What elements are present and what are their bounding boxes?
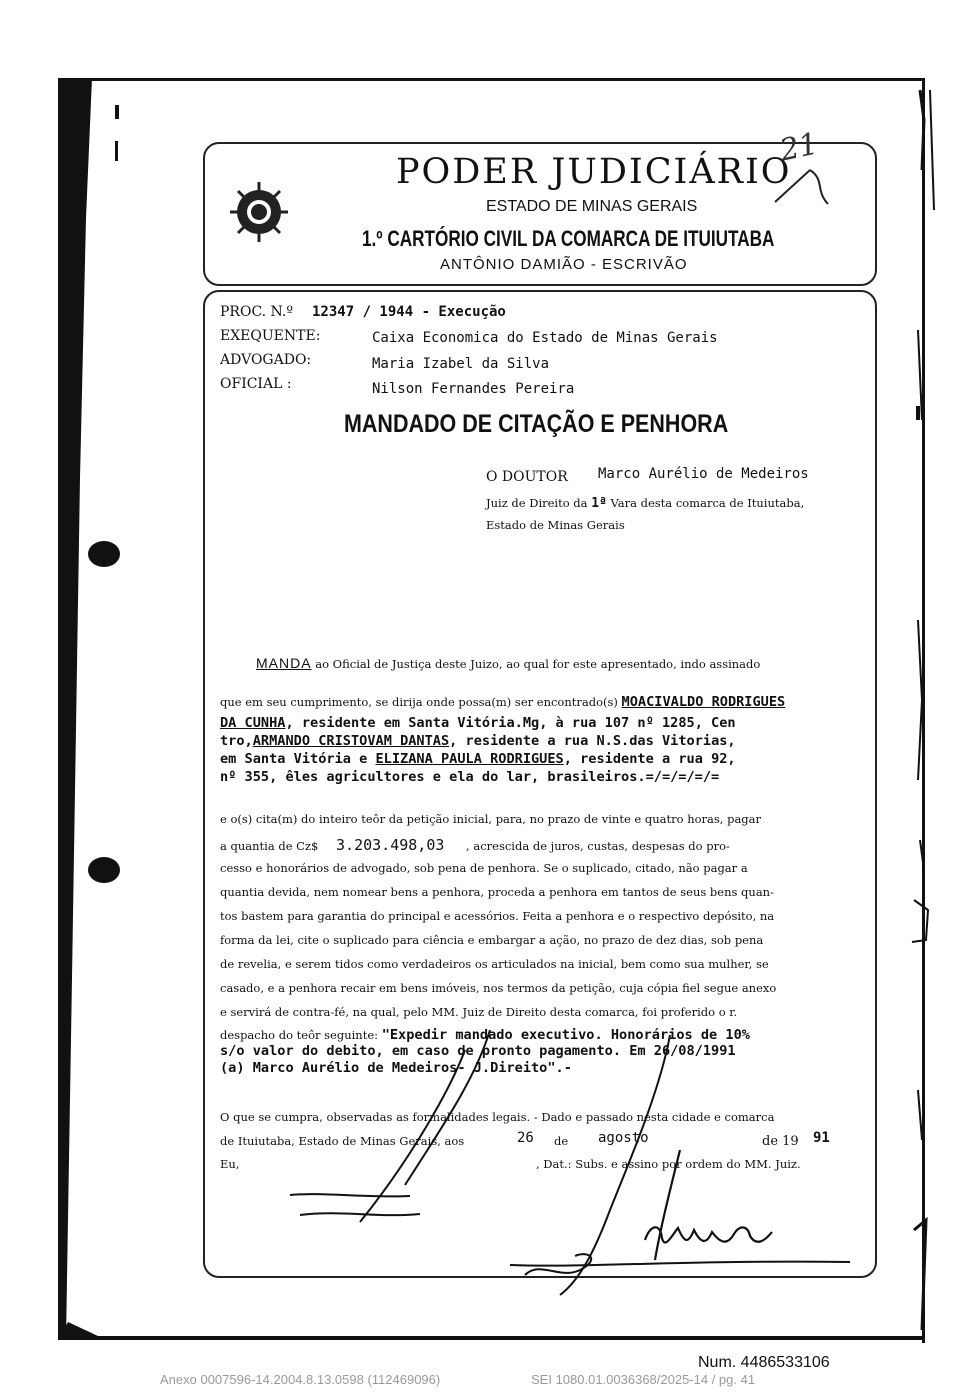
closing-line-2-pre: de Ituiutaba, Estado de Minas Gerais, aos xyxy=(220,1134,465,1148)
despacho-line-2: s/o valor do debito, em caso de pronto pagamento. Em 26/08/1991 xyxy=(220,1043,736,1059)
exequente-label: EXEQUENTE: xyxy=(220,328,321,344)
exequente-value: Caixa Economica do Estado de Minas Gerais xyxy=(372,330,718,346)
date-year: 91 xyxy=(813,1130,830,1146)
typed-line-1 xyxy=(220,715,736,731)
left-scan-shadow xyxy=(58,78,98,1340)
typed-line-1-rest: , residente em Santa Vitória.Mg, à rua 107 nº 1285, Cen xyxy=(285,715,736,731)
closing-line-1: O que se cumpra, observadas as formalidades legais. - Dado e passado nesta cidade e comarca xyxy=(220,1110,775,1124)
bottom-scan-edge xyxy=(58,1318,922,1342)
right-margin-marks xyxy=(900,80,956,1350)
body-line-2-text: que em seu cumprimento, se dirija onde possa(m) ser encontrado(s) xyxy=(220,695,618,709)
defendant-1-name-a: MOACIVALDO RODRIGUES xyxy=(621,694,786,710)
body-p6: forma da lei, cite o suplicado para ciência e embargar a ação, no prazo de dez dias, sob pena xyxy=(220,933,764,947)
body-p2 xyxy=(220,836,730,854)
handwritten-page-number: 21 xyxy=(776,126,822,169)
date-de: de xyxy=(554,1134,569,1148)
punch-mark xyxy=(110,105,124,165)
judge-line-3: Estado de Minas Gerais xyxy=(486,518,625,532)
vara-number: 1ª xyxy=(591,496,607,511)
document-number: Num. 4486533106 xyxy=(698,1354,830,1371)
sei-reference: SEI 1080.01.0036368/2025-14 / pg. 41 xyxy=(531,1372,756,1387)
oficial-value: Nilson Fernandes Pereira xyxy=(372,381,575,397)
defendant-2-name: ARMANDO CRISTOVAM DANTAS xyxy=(252,733,450,749)
body-p5: tos bastem para garantia do principal e acessórios. Feita a penhora e o respectivo depósito, na xyxy=(220,909,775,923)
body-p2-post: , acrescida de juros, custas, despesas do pro- xyxy=(466,839,730,853)
date-month: agosto xyxy=(598,1130,649,1146)
punch-hole-icon xyxy=(84,536,124,572)
coat-of-arms-icon xyxy=(228,180,290,244)
body-line-2 xyxy=(220,694,785,710)
body-p2-pre: a quantia de Cz$ xyxy=(220,839,319,853)
closing-eu: Eu, xyxy=(220,1157,240,1171)
document-title: MANDADO DE CITAÇÃO E PENHORA xyxy=(344,410,729,438)
judge-line-2-post: Vara desta comarca de Ituiutaba, xyxy=(610,496,805,510)
advogado-value: Maria Izabel da Silva xyxy=(372,356,550,372)
typed-line-4: nº 355, êles agricultores e ela do lar, brasileiros.=/=/=/=/= xyxy=(220,769,720,785)
judge-name: Marco Aurélio de Medeiros xyxy=(598,466,809,482)
amount-value: 3.203.498,03 xyxy=(336,836,445,854)
registry-name: 1.º CARTÓRIO CIVIL DA COMARCA DE ITUIUTABA xyxy=(362,226,775,251)
court-title: PODER JUDICIÁRIO xyxy=(396,152,792,192)
typed-line-2-pre: tro, xyxy=(220,733,253,749)
body-p8: casado, e a penhora recair em bens imóveis, nos termos da petição, cuja cópia fiel segue anexo xyxy=(220,981,777,995)
typed-line-2 xyxy=(220,733,736,749)
manda-text: ao Oficial de Justiça deste Juizo, ao qual for este apresentado, indo assinado xyxy=(315,657,761,671)
closing-line-3: , Dat.: Subs. e assino por ordem do MM. Juiz. xyxy=(536,1157,801,1171)
body-p7: de revelia, e serem tidos como verdadeiros os articulados na inicial, bem como sua mulher, se xyxy=(220,957,769,971)
manda-line xyxy=(256,655,760,671)
advogado-label: ADVOGADO: xyxy=(220,352,312,368)
defendant-1-name-b: DA CUNHA xyxy=(220,715,286,731)
judge-line-2-pre: Juiz de Direito da xyxy=(486,496,588,510)
state-name: ESTADO DE MINAS GERAIS xyxy=(486,198,698,215)
clerk-name: ANTÔNIO DAMIÃO - ESCRIVÃO xyxy=(440,256,688,273)
typed-line-3-pre: em Santa Vitória e xyxy=(220,751,376,767)
body-p1: e o(s) cita(m) do inteiro teôr da petição inicial, para, no prazo de vinte e quatro horas, pagar xyxy=(220,812,762,826)
body-p4: quantia devida, nem nomear bens a penhora, proceda a penhora em tantos de seus bens quan- xyxy=(220,885,774,899)
typed-line-2-post: , residente a rua N.S.das Vitorias, xyxy=(449,733,736,749)
handwritten-stroke xyxy=(770,160,840,210)
annex-reference: Anexo 0007596-14.2004.8.13.0598 (112469096) xyxy=(160,1372,441,1387)
judge-line-2 xyxy=(486,496,804,511)
handwritten-signature xyxy=(260,1010,860,1310)
punch-hole-icon xyxy=(84,852,124,888)
oficial-label: OFICIAL : xyxy=(220,376,292,392)
proc-label: PROC. N.º xyxy=(220,304,293,320)
despacho-line-3: (a) Marco Aurélio de Medeiros- J.Direito".- xyxy=(220,1060,572,1076)
despacho-line-1: "Expedir mandado executivo. Honorários de 10% xyxy=(381,1027,750,1043)
date-de-year: de 19 xyxy=(762,1134,799,1149)
typed-line-3-post: , residente a rua 92, xyxy=(563,751,736,767)
o-doutor-label: O DOUTOR xyxy=(486,469,568,485)
defendant-3-name: ELIZANA PAULA RODRIGUES xyxy=(375,751,564,767)
typed-line-3 xyxy=(220,751,736,767)
body-p3: cesso e honorários de advogado, sob pena de penhora. Se o suplicado, citado, não pagar a xyxy=(220,861,748,875)
body-p10-pre: despacho do teôr seguinte: xyxy=(220,1028,379,1042)
date-day: 26 xyxy=(517,1130,534,1146)
proc-value: 12347 / 1944 - Execução xyxy=(312,304,506,320)
body-p9: e servirá de contra-fé, na qual, pelo MM. Juiz de Direito desta comarca, foi proferido o r. xyxy=(220,1005,738,1019)
manda-word: MANDA xyxy=(256,655,312,671)
